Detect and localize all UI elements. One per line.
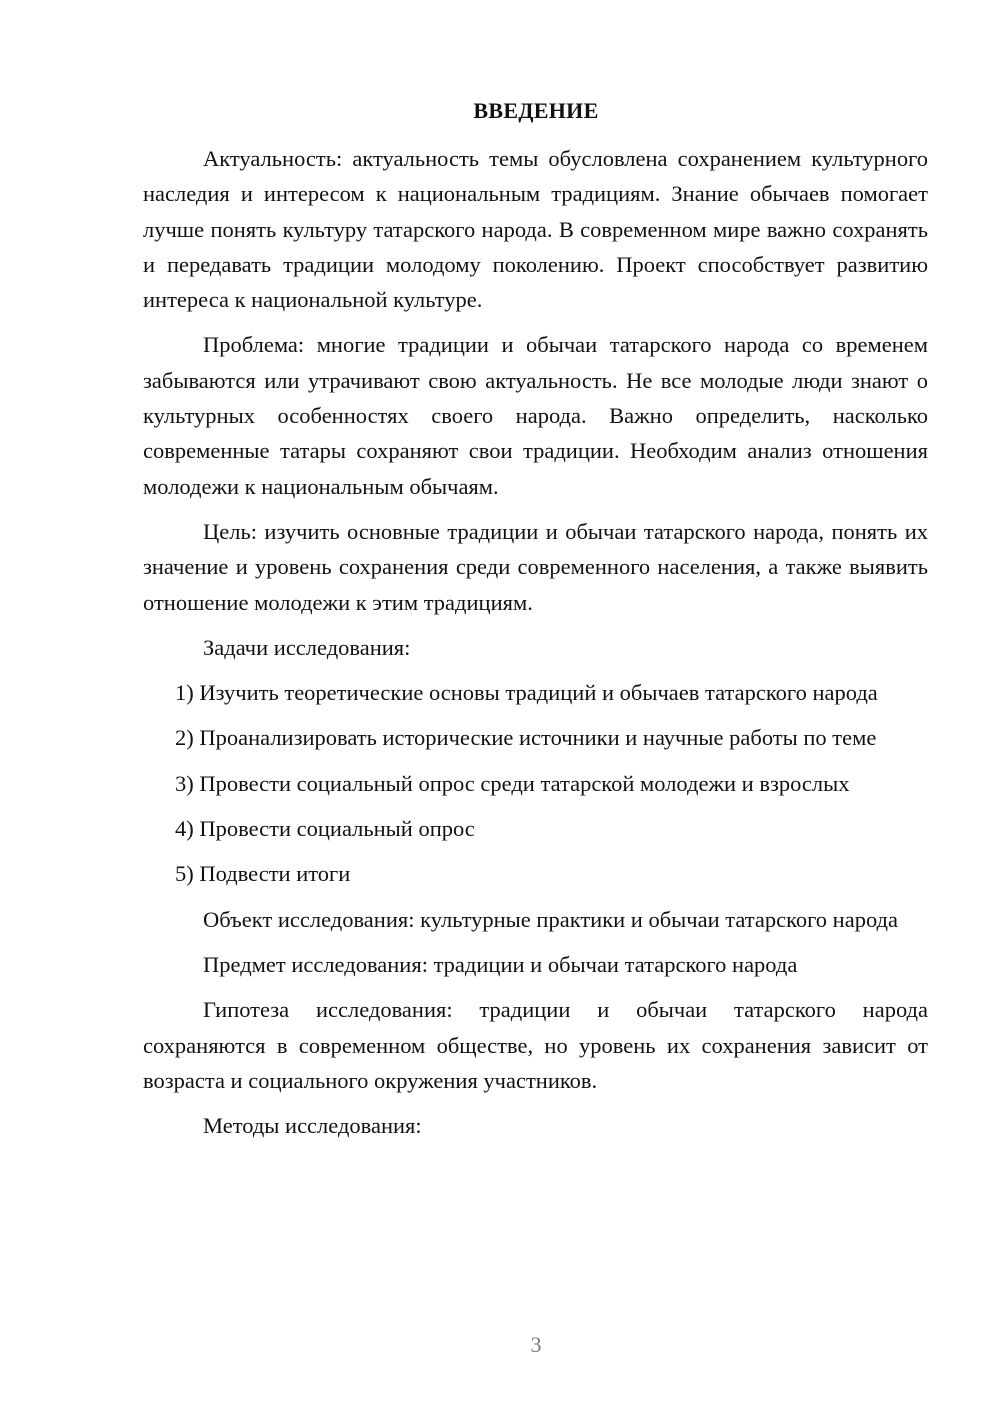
paragraph-hypothesis: Гипотеза исследования: традиции и обычаи татарского народа сохраняются в современном обществе, но уровень их сохранения зависит от возраста и социального окружения участников. (143, 997, 928, 1093)
task-item-3: 3) Провести социальный опрос среди татарской молодежи и взрослых (175, 770, 850, 796)
task-item-1: 1) Изучить теоретические основы традиций и обычаев татарского народа (175, 680, 878, 706)
methods-heading: Методы исследования: (203, 1113, 422, 1139)
task-item-4: 4) Провести социальный опрос (175, 816, 475, 842)
tasks-heading: Задачи исследования: (203, 634, 411, 660)
body-text (143, 141, 928, 1153)
paragraph-object: Объект исследования: культурные практики и обычаи татарского народа (203, 906, 898, 932)
task-item-5: 5) Подвести итоги (175, 861, 351, 887)
paragraph-goal: Цель: изучить основные традиции и обычаи татарского народа, понять их значение и уровень сохранения среди современного населения, а также выявить отношение молодежи к этим традициям. (143, 518, 928, 615)
task-item-2: 2) Проанализировать исторические источники и научные работы по теме (175, 725, 877, 751)
section-heading: ВВЕДЕНИЕ (473, 98, 599, 123)
paragraph-relevance: Актуальность: актуальность темы обусловлена сохранением культурного наследия и интересом к национальным традициям. Знание обычаев помогает лучше понять культуру татарского народа. В современном мире важно сохранять и передавать традиции молодому поколению. Проект способствует развитию интереса к национальной культуре. (143, 146, 928, 313)
paragraph-problem: Проблема: многие традиции и обычаи татарского народа со временем забываются или утрачивают свою актуальность. Не все молодые люди знают о культурных особенностях своего народа. Важно определить, насколько современные татары сохраняют свои традиции. Необходим анализ отношения молодежи к национальным обычаям. (143, 332, 928, 499)
paragraph-subject: Предмет исследования: традиции и обычаи татарского народа (203, 951, 798, 977)
page-number: 3 (530, 1332, 542, 1357)
